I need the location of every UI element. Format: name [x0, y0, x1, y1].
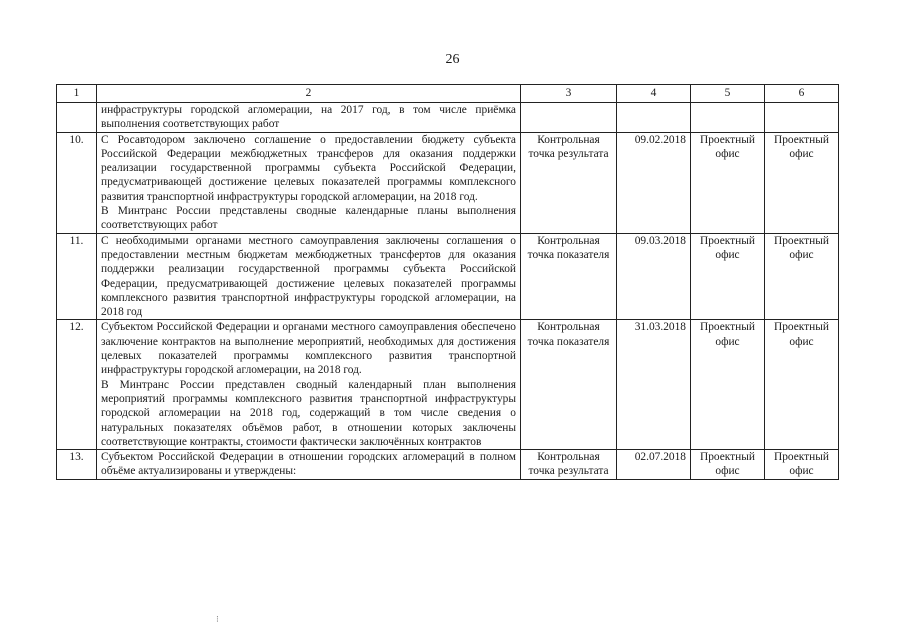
header-row — [57, 85, 839, 103]
description-paragraph: С Росавтодором заключено соглашение о предоставлении бюджету субъекта Российской Федерации межбюджетных трансферов для оказания поддержки реализации государственной программы субъекта Российской Федерации, предусматривающей достижение целевых показателей программы комплексного развития транспортной инфраструктуры городской агломерации, на 2018 год. — [101, 133, 516, 203]
header-col-6: 6 — [765, 85, 839, 103]
header-col-1: 1 — [57, 85, 97, 103]
description-paragraph: Субъектом Российской Федерации и органами местного самоуправления обеспечено заключение контрактов на выполнение мероприятий, необходимых для достижения целевых показателей программы комплексного развития транспортной инфраструктуры городской агломерации, на 2018 год. — [101, 321, 516, 377]
table-row — [57, 320, 839, 450]
table-header — [57, 85, 839, 103]
checkpoint-type: Контрольная точка результата — [521, 450, 617, 480]
responsible-col-5: Проектный офис — [691, 233, 765, 320]
row-description — [97, 233, 521, 320]
checkpoint-type: Контрольная точка результата — [521, 132, 617, 233]
description-paragraph: Субъектом Российской Федерации в отношении городских агломераций в полном объёме актуализированы и утверждены: — [101, 451, 516, 478]
row-number: 12. — [57, 320, 97, 450]
row-number: 10. — [57, 132, 97, 233]
row-number: 11. — [57, 233, 97, 320]
checkpoint-type: Контрольная точка показателя — [521, 320, 617, 450]
header-col-5: 5 — [691, 85, 765, 103]
checkpoint-date: 09.02.2018 — [617, 132, 691, 233]
responsible-col-6: Проектный офис — [765, 132, 839, 233]
responsible-col-6: Проектный офис — [765, 450, 839, 480]
description-paragraph: инфраструктуры городской агломерации, на 2017 год, в том числе приёмка выполнения соответствующих работ — [101, 104, 516, 131]
checkpoint-date — [617, 103, 691, 133]
page-number: 26 — [445, 52, 460, 67]
responsible-col-5: Проектный офис — [691, 132, 765, 233]
scan-speck: ⁝ — [216, 614, 219, 624]
header-col-4: 4 — [617, 85, 691, 103]
responsible-col-6: Проектный офис — [765, 233, 839, 320]
row-number: 13. — [57, 450, 97, 480]
checkpoint-date: 02.07.2018 — [617, 450, 691, 480]
checkpoint-type: Контрольная точка показателя — [521, 233, 617, 320]
milestones-table — [56, 84, 839, 480]
table-row — [57, 132, 839, 233]
table-row — [57, 103, 839, 133]
description-paragraph: С необходимыми органами местного самоуправления заключены соглашения о предоставлении местным бюджетам межбюджетных трансфертов для оказания поддержки реализации государственной программы субъекта Российской Федерации, предусматривающей достижение целевых показателей программы комплексного развития транспортной инфраструктуры городской агломерации, на 2018 год — [101, 234, 516, 319]
header-col-2: 2 — [97, 85, 521, 103]
responsible-col-6: Проектный офис — [765, 320, 839, 450]
description-paragraph: В Минтранс России представлен сводный календарный план выполнения мероприятий программы комплексного развития транспортной инфраструктуры городской агломерации на 2018 год, содержащий в том числе сведения о натуральных показателях объёмов работ, в отношении которых заключены соответствующие контракты, стоимости фактически заключённых контрактов — [101, 378, 516, 448]
checkpoint-date: 09.03.2018 — [617, 233, 691, 320]
checkpoint-type — [521, 103, 617, 133]
responsible-col-5: Проектный офис — [691, 450, 765, 480]
responsible-col-6 — [765, 103, 839, 133]
table-row — [57, 233, 839, 320]
responsible-col-5: Проектный офис — [691, 320, 765, 450]
responsible-col-5 — [691, 103, 765, 133]
header-col-3: 3 — [521, 85, 617, 103]
table-row — [57, 450, 839, 480]
row-description — [97, 132, 521, 233]
description-paragraph: В Минтранс России представлены сводные календарные планы выполнения соответствующих работ — [101, 205, 516, 232]
row-description — [97, 450, 521, 480]
row-number — [57, 103, 97, 133]
table-body — [57, 103, 839, 480]
checkpoint-date: 31.03.2018 — [617, 320, 691, 450]
row-description — [97, 320, 521, 450]
row-description — [97, 103, 521, 133]
